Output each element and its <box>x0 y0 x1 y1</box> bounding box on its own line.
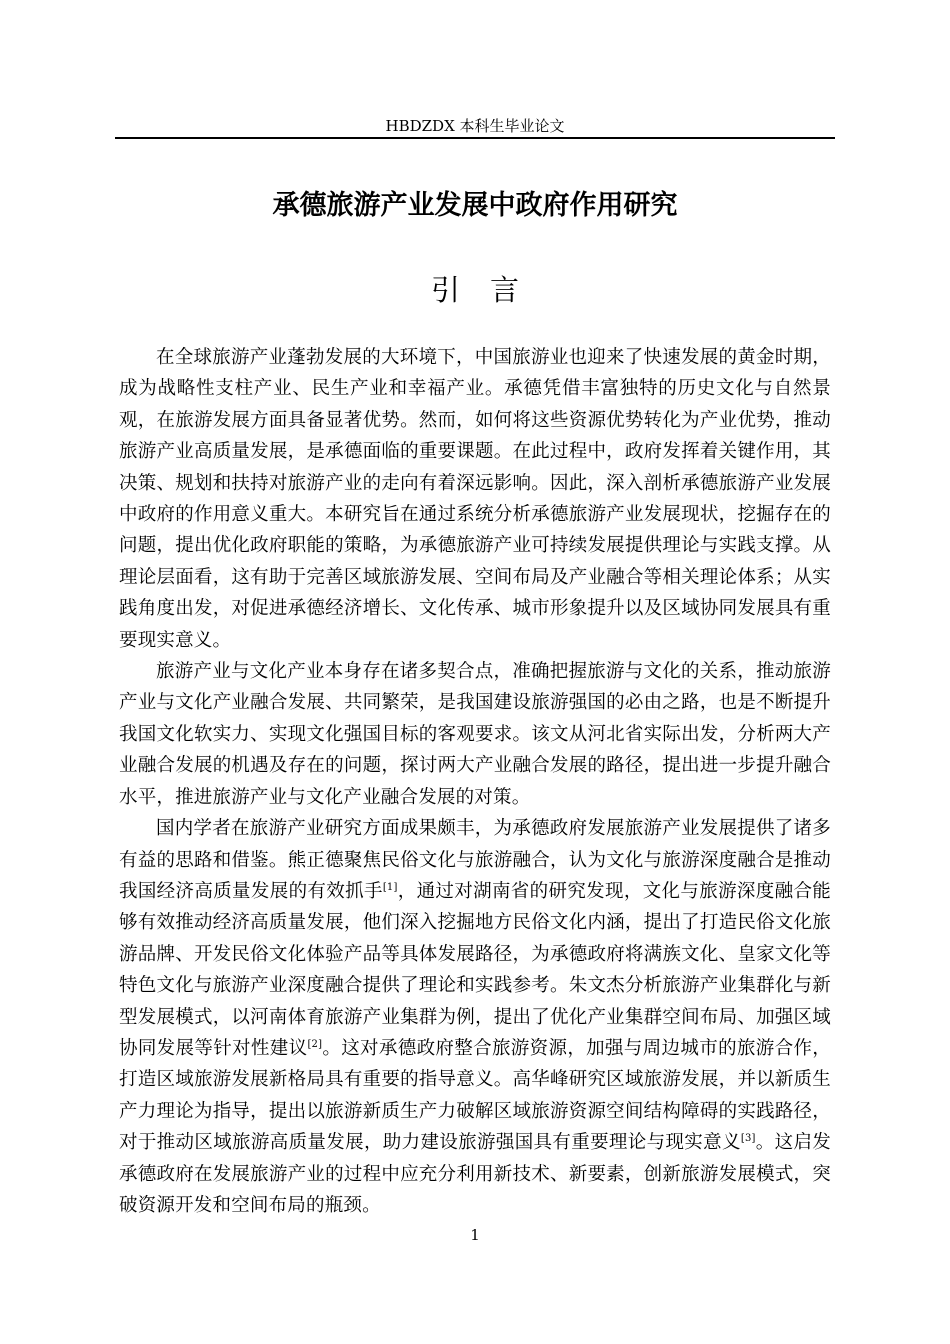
paper-title: 承德旅游产业发展中政府作用研究 <box>272 190 678 221</box>
paragraph-1: 在全球旅游产业蓬勃发展的大环境下，中国旅游业也迎来了快速发展的黄金时期，成为战略性支柱产业、民生产业和幸福产业。承德凭借丰富独特的历史文化与自然景观，在旅游发展方面具备显著优势。然而，如何将这些资源优势转化为产业优势，推动旅游产业高质量发展，是承德面临的重要课题。在此过程中，政府发挥着关键作用，其决策、规划和扶持对旅游产业的走向有着深远影响。因此，深入剖析承德旅游产业发展中政府的作用意义重大。本研究旨在通过系统分析承德旅游产业发展现状，挖掘存在的问题，提出优化政府职能的策略，为承德旅游产业可持续发展提供理论与实践支撑。从理论层面看，这有助于完善区域旅游发展、空间布局及产业融合等相关理论体系；从实践角度出发，对促进承德经济增长、文化传承、城市形象提升以及区域协同发展具有重要现实意义。 <box>119 347 831 651</box>
section-heading: 引言 <box>430 273 549 307</box>
citation-2: [2] <box>307 1038 323 1050</box>
paragraph-2: 旅游产业与文化产业本身存在诸多契合点，准确把握旅游与文化的关系，推动旅游产业与文化产业融合发展、共同繁荣，是我国建设旅游强国的必由之路，也是不断提升我国文化软实力、实现文化强国目标的客观要求。该文从河北省实际出发，分析两大产业融合发展的机遇及存在的问题，探讨两大产业融合发展的路径，提出进一步提升融合水平，推进旅游产业与文化产业融合发展的对策。 <box>119 661 831 808</box>
paragraph-3-segment: 。这对承德政府整合旅游资源，加强与周边城市的旅游合作，打造区域旅游发展新格局具有重要的指导意义。高华峰研究区域旅游发展，并以新质生产力理论为指导，提出以旅游新质生产力破解区域旅游资源空间结构障碍的实践路径，对于推动区域旅游高质量发展，助力建设旅游强国具有重要理论与现实意义 <box>119 1037 831 1154</box>
citation-3: [3] <box>740 1133 756 1145</box>
running-header: HBDZDX 本科生毕业论文 <box>385 117 565 135</box>
page-number: 1 <box>470 1226 480 1244</box>
paragraph-3-segment: 。这启发承德政府在发展旅游产业的过程中应充分利用新技术、新要素，创新旅游发展模式，突破资源开发和空间布局的瓶颈。 <box>119 1132 831 1216</box>
body-text <box>119 342 831 1221</box>
paragraph-3-segment: 国内学者在旅游产业研究方面成果颇丰，为承德政府发展旅游产业发展提供了诸多有益的思路和借鉴。熊正德聚焦民俗文化与旅游融合，认为文化与旅游深度融合是推动我国经济高质量发展的有效抓手 <box>119 818 831 902</box>
paragraph-3 <box>119 813 831 1221</box>
citation-1: [1] <box>382 881 398 893</box>
paragraph-3-segment: ，通过对湖南省的研究发现，文化与旅游深度融合能够有效推动经济高质量发展，他们深入挖掘地方民俗文化内涵，提出了打造民俗文化旅游品牌、开发民俗文化体验产品等具体发展路径，为承德政府将满族文化、皇家文化等特色文化与旅游产业深度融合提供了理论和实践参考。朱文杰分析旅游产业集群化与新型发展模式，以河南体育旅游产业集群为例，提出了优化产业集群空间布局、加强区域协同发展等针对性建议 <box>119 880 831 1059</box>
header-rule <box>115 137 835 139</box>
